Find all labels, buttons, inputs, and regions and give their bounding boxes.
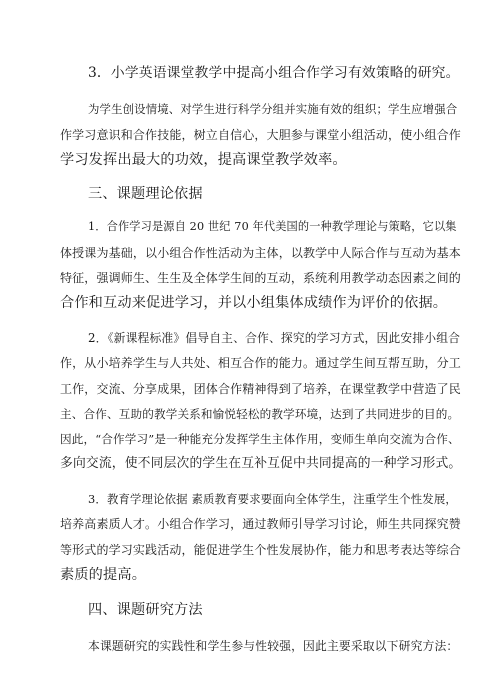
theory2-line: 工作，交流、分享成果，团体合作精神得到了培养，在课堂教学中营造了民 (60, 382, 461, 396)
method-intro: 本课题研究的实践性和学生参与性较强，因此主要采取以下研究方法： (88, 639, 459, 653)
item3-body-line: 为学生创设情境、对学生进行科学分组并实施有效的组织；学生应增强合 (88, 102, 458, 116)
theory2-line: 主、合作、互助的教学关系和愉悦轻松的教学环境，达到了共同进步的目的。 (60, 407, 460, 421)
item3-body-line: 作学习意识和合作技能，树立自信心，大胆参与课堂小组活动，使小组合作 (60, 128, 461, 142)
theory2-line: 因此，“合作学习”是一种能充分发挥学生主体作用，变师生单向交流为合作、 (60, 432, 460, 446)
theory2-line: 多向交流，使不同层次的学生在互补互促中共同提高的一种学习形式。 (60, 456, 462, 471)
theory3-line: 等形式的学习实践活动，能促进学生个性发展协作，能力和思考表达等综合 (60, 543, 461, 557)
section3-heading: 三、课题理论依据 (88, 186, 203, 202)
theory1-line: 合作和互动来促进学习，并以小组集体成绩作为评价的依据。 (60, 295, 448, 311)
theory2-line: 2．《新课程标准》倡导自主、合作、探究的学习方式，因此安排小组合 (88, 331, 461, 345)
theory3-line: 3．教育学理论依据 素质教育要求要面向全体学生，注重学生个性发展， (88, 492, 457, 506)
theory2-line: 作，从小培养学生与人共处、相互合作的能力。通过学生间互帮互助，分工 (60, 356, 461, 370)
item3-body-line: 学习发挥出最大的功效，提高课堂教学效率。 (60, 152, 347, 168)
theory3-line: 培养高素质人才。小组合作学习，通过教师引导学习讨论，师生共同探究赞 (60, 517, 461, 531)
theory1-line: 1．合作学习是源自 20 世纪 70 年代美国的一种教学理论与策略，它以集 (88, 220, 457, 233)
theory1-line: 特征，强调师生、生生及全体学生间的互动，系统利用教学动态因素之间的 (60, 271, 461, 285)
item3-heading: 3．小学英语课堂教学中提高小组合作学习有效策略的研究。 (88, 65, 460, 81)
section4-heading: 四、课题研究方法 (88, 602, 203, 618)
theory3-line: 素质的提高。 (60, 567, 147, 583)
theory1-line: 体授课为基础，以小组合作性活动为主体，以教学中人际合作与互动为基本 (60, 246, 461, 260)
